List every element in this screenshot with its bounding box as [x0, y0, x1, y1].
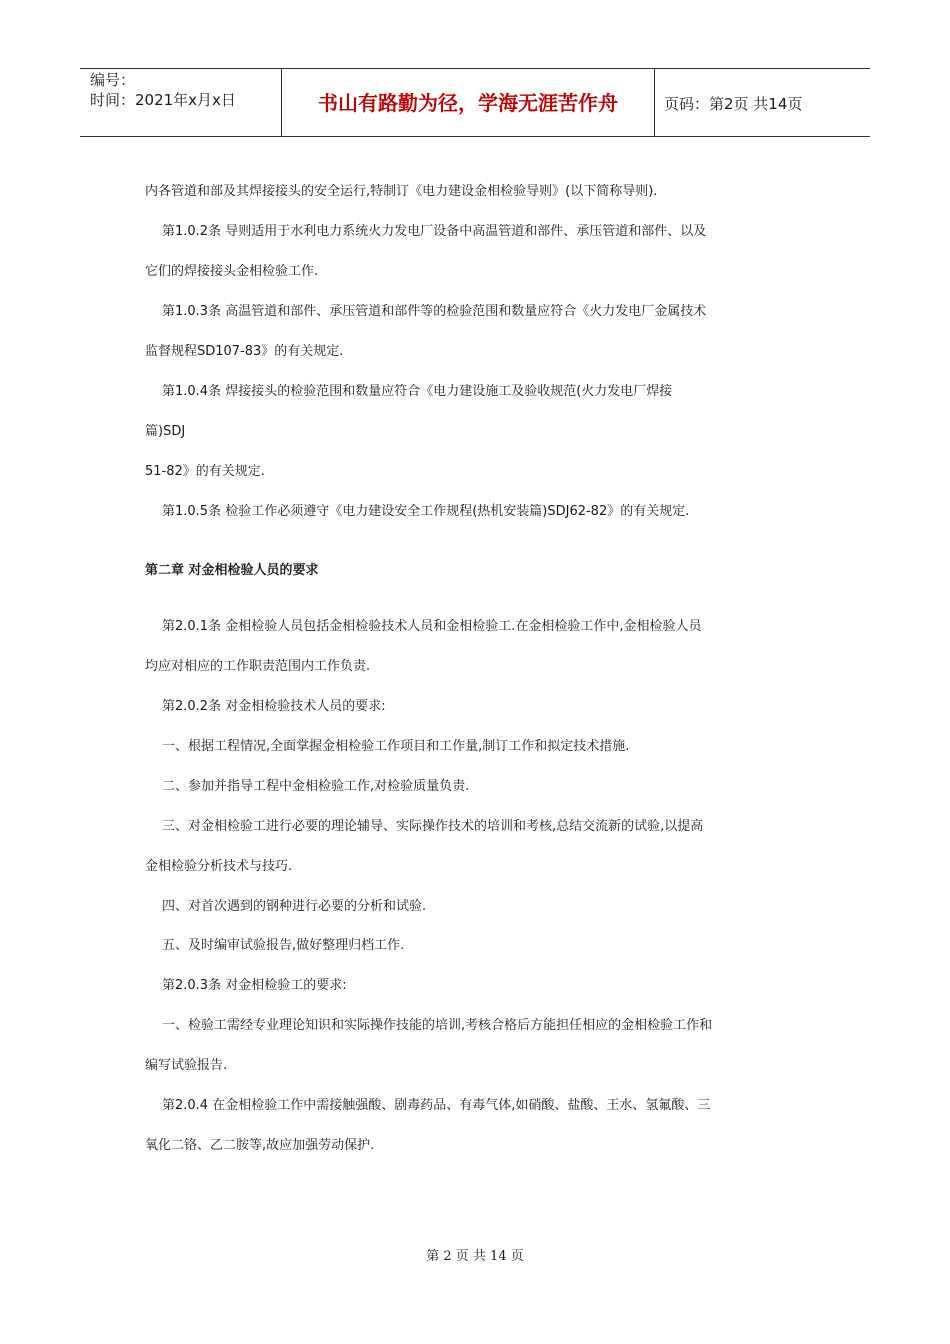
clause-2-0-2: 第2.0.2条 对金相检验技术人员的要求: [162, 699, 386, 714]
list-item: 一、检验工需经专业理论知识和实际操作技能的培训,考核合格后方能担任相应的金相检验工作和 [162, 1018, 713, 1033]
paragraph-line: 均应对相应的工作职责范围内工作负责. [145, 659, 371, 674]
list-item: 一、根据工程情况,全面掌握金相检验工作项目和工作量,制订工作和拟定技术措施. [162, 739, 630, 754]
header-bottom-rule [80, 136, 870, 137]
paragraph-line: 篇)SDJ [145, 424, 186, 439]
paragraph-line: 氧化二铬、乙二胺等,故应加强劳动保护. [145, 1138, 375, 1153]
list-item: 二、参加并指导工程中金相检验工作,对检验质量负责. [162, 779, 470, 794]
list-item: 三、对金相检验工进行必要的理论辅导、实际操作技术的培训和考核,总结交流新的试验,以提高 [162, 819, 704, 834]
clause-1-0-2: 第1.0.2条 导则适用于水利电力系统火力发电厂设备中高温管道和部件、承压管道和部件、以及 [162, 224, 707, 239]
header-number-label: 编号： [90, 71, 136, 89]
paragraph-line: 内各管道和部及其焊接接头的安全运行,特制订《电力建设金相检验导则》(以下简称导则). [145, 184, 658, 199]
header-date-label: 时间：2021年x月x日 [90, 91, 236, 109]
clause-2-0-3: 第2.0.3条 对金相检验工的要求: [162, 978, 347, 993]
clause-2-0-1: 第2.0.1条 金相检验人员包括金相检验技术人员和金相检验工.在金相检验工作中,金相检验人员 [162, 619, 702, 634]
paragraph-line: 它们的焊接接头金相检验工作. [145, 264, 319, 279]
page-footer: 第 2 页 共 14 页 [426, 1249, 524, 1264]
paragraph-line: 51-82》的有关规定. [145, 464, 265, 479]
paragraph-line: 监督规程SD107-83》的有关规定. [145, 344, 344, 359]
clause-1-0-3: 第1.0.3条 高温管道和部件、承压管道和部件等的检验范围和数量应符合《火力发电厂金属技术 [162, 304, 707, 319]
clause-1-0-5: 第1.0.5条 检验工作必须遵守《电力建设安全工作规程(热机安装篇)SDJ62-82》的有关规定. [162, 504, 690, 519]
clause-1-0-4: 第1.0.4条 焊接接头的检验范围和数量应符合《电力建设施工及验收规范(火力发电厂焊接 [162, 384, 673, 399]
paragraph-line: 金相检验分析技术与技巧. [145, 859, 293, 874]
list-item: 五、及时编审试验报告,做好整理归档工作. [162, 938, 405, 953]
chapter-heading: 第二章 对金相检验人员的要求 [145, 563, 319, 578]
header-divider-right [654, 68, 655, 136]
header-page-label: 页码：第2页 共14页 [664, 95, 803, 113]
header-motto: 书山有路勤为径，学海无涯苦作舟 [318, 91, 618, 115]
paragraph-line: 编写试验报告. [145, 1058, 228, 1073]
header-top-rule [80, 68, 870, 69]
list-item: 四、对首次遇到的钢种进行必要的分析和试验. [162, 899, 427, 914]
clause-2-0-4: 第2.0.4 在金相检验工作中需接触强酸、剧毒药品、有毒气体,如硝酸、盐酸、王水、氢氟酸、三 [162, 1098, 711, 1113]
